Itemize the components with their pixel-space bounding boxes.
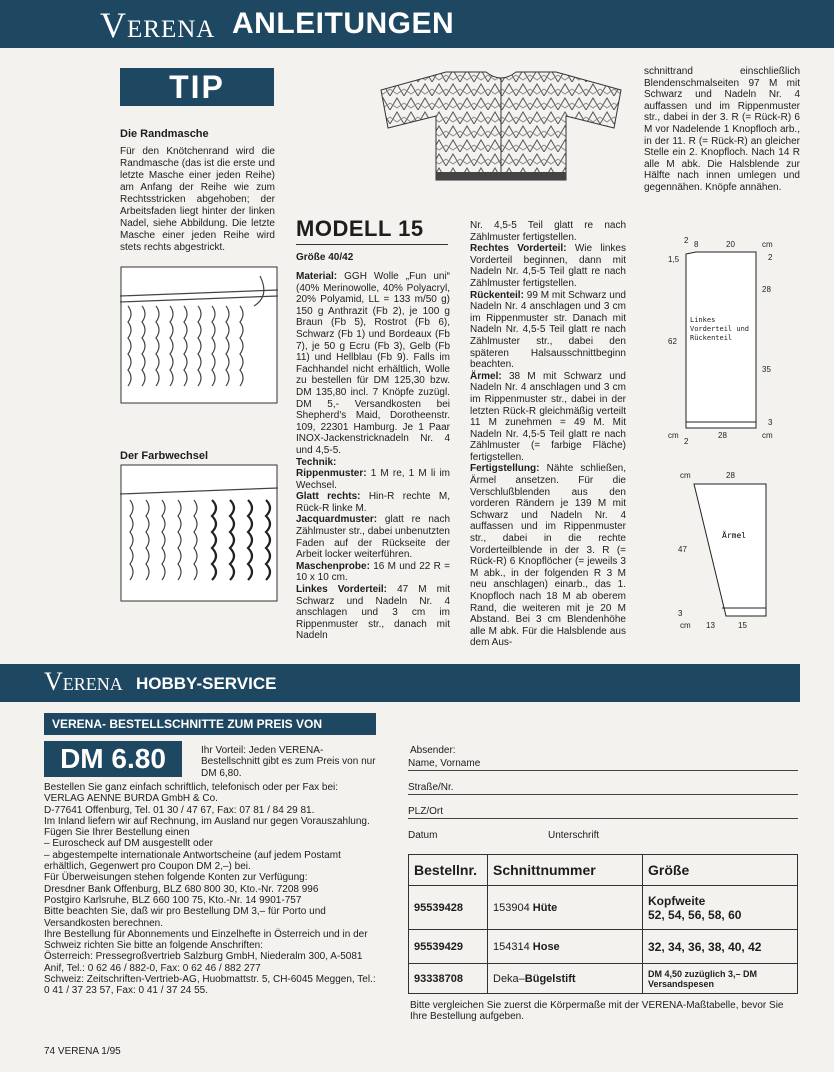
order-heading: VERENA- BESTELLSCHNITTE ZUM PREIS VON [44, 713, 376, 735]
row-schnitt-nr: Deka– [493, 972, 525, 985]
s1-top-b: 20 [726, 240, 735, 249]
paragraph: Linkes Vorderteil: 47 M mit Schwarz und Nadeln Nr. 4 anschlagen und 3 cm im Rippenmuster str., danach mit Nadeln [296, 584, 450, 642]
row-nr: 93338708 [409, 964, 488, 994]
paragraph: Rückenteil: 99 M mit Schwarz und Nadeln Nr. 4 anschlagen und 3 cm im Rippenmuster str. Danach mit Nadeln Nr. 4,5-5 Teil glatt re nach Zählmuster str., dabei den späteren Halsausschnittbeginn beachten. [470, 289, 626, 371]
order-table [408, 854, 798, 994]
sleeve-schematic [676, 466, 796, 632]
order-line: Bestellen Sie ganz einfach schriftlich, telefonisch oder per Fax bei: [44, 782, 339, 793]
order-line: Schweiz: Zeitschriften-Vertrieb-AG, Huobmattstr. 5, CH-6045 Meggen, Tel.: 0 41 / 37 23 57, Fax: 0 41 / 37 24 55. [44, 974, 376, 997]
paragraph: Technik: [296, 456, 337, 468]
row-groesse: 32, 34, 36, 38, 40, 42 [643, 930, 798, 964]
table-row[interactable] [409, 886, 798, 930]
name-label: Name, Vorname [408, 758, 481, 769]
paragraph: Nr. 4,5-5 Teil glatt re nach Zählmuster fertigstellen. [470, 220, 626, 243]
paragraph: Rippenmuster: 1 M re, 1 M li im Wechsel. [296, 468, 450, 491]
row-schnitt-name: Bügelstift [524, 972, 576, 985]
order-line: Bitte beachten Sie, daß wir pro Bestellung DM 3,– für Porto und Versandkosten berechnen. [44, 906, 326, 929]
col-schnittnummer: Schnittnummer [488, 855, 643, 886]
order-line: Dresdner Bank Offenburg, BLZ 680 800 30, Kto.-Nr. 7208 996 [44, 883, 319, 895]
row-schnitt-name: Hose [532, 940, 560, 953]
s2-bottom-b: 15 [738, 621, 747, 630]
s2-bottom-a: 13 [706, 621, 715, 630]
farbwechsel-illustration [120, 464, 278, 602]
s2-left-bottom: 3 [678, 609, 683, 618]
s2-left: 47 [678, 545, 687, 554]
order-line: Ihre Bestellung für Abonnements und Einzelhefte in Österreich und in der Schweiz richten Sie bitte an folgende Anschriften: [44, 928, 368, 952]
order-line: – Euroscheck auf DM ausgestellt oder [44, 838, 213, 850]
model-size: Größe 40/42 [296, 252, 354, 263]
order-line: Fügen Sie Ihrer Bestellung einen [44, 827, 190, 839]
farbwechsel-title: Der Farbwechsel [120, 450, 209, 462]
instructions-column-2 [470, 220, 626, 649]
tip-label: TIP [120, 68, 274, 106]
date-label: Datum [408, 830, 438, 841]
brand-logo: Verena [100, 5, 216, 45]
s1-right-bottom: 3 [768, 418, 773, 427]
order-line: Postgiro Karlsruhe, BLZ 660 100 75, Kto.-Nr. 14 9901-757 [44, 894, 302, 906]
order-info [44, 782, 378, 997]
header-banner [0, 0, 834, 48]
s1-bottom-mid: 28 [718, 431, 727, 440]
hobby-brand: Verena [44, 667, 123, 696]
s1-top-left: 2 [684, 236, 689, 245]
row-schnitt-nr: 153904 [493, 901, 530, 914]
s2-bottom-unit: cm [680, 621, 691, 630]
s1-right-a: 28 [762, 285, 771, 294]
order-line: Für Überweisungen stehen folgende Konten zur Verfügung: [44, 872, 308, 884]
order-line: – abgestempelte internationale Antwortscheine (auf jedem Postamt erhältlich, Gegenwert pro Coupon DM 2,–) bei. [44, 849, 341, 873]
hobby-service-banner [0, 664, 800, 702]
paragraph: Fertigstellung: Nähte schließen, Ärmel ansetzen. Für die Verschlußblenden aus den vorderen Rändern je 139 M mit Schwarz und Nadeln Nr. 4 auffassen und im Rippenmuster str., dabei in die rechte Vorderteilblende in der 3. R (= Rück-R) 6 Knopflöcher (= jeweils 3 M abk., in der folgenden R 3 M neu anschlagen) einarb., das 1. Knopfloch nach 18 M ab oberem Rand, die weiteren mit je 20 M Abstand. Bei 3 cm Blendenhöhe alle M abk. Für die Halsblende aus dem Aus- [470, 463, 626, 649]
s1-left-top: 1,5 [668, 255, 680, 264]
page-title: ANLEITUNGEN [232, 7, 455, 40]
paragraph: Jacquardmuster: glatt re nach Zählmuster str., dabei unbenutzten Faden auf der Rückseite der Arbeit locker weiterführen. [296, 514, 450, 561]
s1-right-top: 2 [768, 253, 773, 262]
row-nr: 95539428 [409, 886, 488, 930]
instructions-column-1 [296, 271, 450, 642]
advantage-text: Ihr Vorteil: Jeden VERENA-Bestellschnitt gibt es zum Preis von nur DM 6,80. [201, 745, 376, 779]
hobby-title: HOBBY-SERVICE [136, 674, 277, 693]
paragraph: Ärmel: 38 M mit Schwarz und Nadeln Nr. 4 anschlagen und 3 cm im Rippenmuster str., dabei in der letzten Rück-R gleichmäßig verteilt 11 M zunehmen = 49 M. Mit Nadeln Nr. 4,5-5 Teil glatt re nach Zählmuster (= farbige Fläche) fertigstellen. [470, 370, 626, 463]
row-groesse: Versandspesen [648, 978, 715, 989]
street-label: Straße/Nr. [408, 782, 454, 793]
sweater-illustration [376, 68, 626, 188]
paragraph: Glatt rechts: Hin-R rechte M, Rück-R linke M. [296, 491, 450, 514]
col-groesse: Größe [643, 855, 798, 886]
col-bestellnr: Bestellnr. [409, 855, 488, 886]
signature-label: Unterschrift [548, 830, 600, 841]
s1-label: Linkes Vorderteil und Rückenteil [690, 316, 750, 342]
s2-top: 28 [726, 471, 735, 480]
row-nr: 95539429 [409, 930, 488, 964]
s1-top-unit: cm [762, 240, 773, 249]
name-field[interactable] [408, 758, 798, 771]
row-groesse: 52, 54, 56, 58, 60 [648, 907, 742, 922]
price-badge: DM 6.80 [44, 741, 182, 777]
randmasche-illustration [120, 266, 278, 404]
order-line: VERLAG AENNE BURDA GmbH & Co. [44, 793, 218, 805]
table-row[interactable] [409, 964, 798, 994]
s1-left-mid: 62 [668, 337, 677, 346]
row-groesse-title: Kopfweite [648, 893, 706, 908]
randmasche-title: Die Randmasche [120, 128, 209, 140]
s1-bottom-left-b: 2 [684, 437, 689, 446]
paragraph: Maschenprobe: 16 M und 22 R = 10 x 10 cm. [296, 560, 450, 584]
date-signature-field[interactable] [408, 830, 798, 842]
randmasche-text: Für den Knötchenrand wird die Randmasche (das ist die erste und letzte Masche einer jeden Reihe) am Anfang der Reihe wie zum Rechtsstricken abgehoben; der Arbeitsfaden liegt hinter der linken Nadel, siehe Abbildung. Die letzte Masche einer jeden Reihe wird stets rechts abgestrickt. [120, 146, 275, 253]
paragraph: Material: GGH Wolle „Fun uni“ (40% Merinowolle, 40% Polyacryl, 20% Polyamid, LL = 133 m/50 g) 150 g Anthrazit (Fb 2), je 100 g Braun (Fb 5), Rostrot (Fb 6), Schwarz (Fb 1) und Bordeaux (Fb 7), je 50 g Ecru (Fb 3), Gelb (Fb 11) und Hellblau (Fb 9). Falls im Fachhandel nicht erhältlich, Wolle zu bestellen für DM 125,30 bzw. DM 135,80 incl. 7 Knöpfe zuzügl. DM 5,- Versandkosten bei Shepherd's Maid, Dorotheenstr. 109, 22301 Hamburg. Je 1 Paar INOX-Jackenstricknadeln Nr. 4 und 4,5-5. [296, 271, 450, 456]
row-groesse-title: DM 4,50 zuzüglich 3,– DM [648, 968, 758, 979]
table-row[interactable] [409, 930, 798, 964]
absender-label: Absender: [410, 745, 456, 756]
zip-city-field[interactable] [408, 806, 798, 819]
s1-top-a: 8 [694, 240, 699, 249]
row-schnitt-nr: 154314 [493, 940, 530, 953]
order-line: Österreich: Pressegroßvertrieb Salzburg GmbH, Niederalm 300, A-5081 Anif, Tel.: 0 62 46 / 882-0, Fax: 0 62 46 / 882 277 [44, 951, 363, 974]
order-line: D-77641 Offenburg, Tel. 01 30 / 47 67, Fax: 07 81 / 84 29 81. [44, 804, 315, 816]
s2-top-unit: cm [680, 471, 691, 480]
order-line: Im Inland liefern wir auf Rechnung, im Ausland nur gegen Vorauszahlung. [44, 815, 370, 827]
footnote: Bitte vergleichen Sie zuerst die Körpermaße mit der VERENA-Maßtabelle, bevor Sie Ihre Bestellung aufgeben. [410, 1000, 784, 1023]
s1-right-b: 35 [762, 365, 771, 374]
zip-city-label: PLZ/Ort [408, 806, 444, 817]
page-footer: 74 VERENA 1/95 [44, 1046, 121, 1057]
paragraph: Rechtes Vorderteil: Wie linkes Vorderteil beginnen, dann mit Nadeln Nr. 4,5-5 Teil glatt re nach Zählmuster fertigstellen. [470, 243, 626, 289]
street-field[interactable] [408, 782, 798, 795]
s2-label: Ärmel [722, 531, 747, 540]
front-back-schematic [660, 232, 800, 447]
model-title: MODELL 15 [296, 216, 448, 245]
s1-bottom-left: cm [668, 431, 679, 440]
s1-bottom-unit: cm [762, 431, 773, 440]
instructions-column-3: schnittrand einschließlich Blendenschmalseiten 97 M mit Schwarz und Nadeln Nr. 4 auffassen und im Rippenmuster str., dabei in der 3. R (= Rück-R) 6 M vor Nadelende 1 Knopfloch arb., in der 11. R (= Rück-R) an gleicher Stelle ein 2. Knopfloch. Nach 14 R alle M abk. Die Halsblende zur Hälfte nach innen umlegen und gegennähen. Knöpfe annähen. [644, 66, 800, 193]
row-schnitt-name: Hüte [532, 901, 558, 914]
